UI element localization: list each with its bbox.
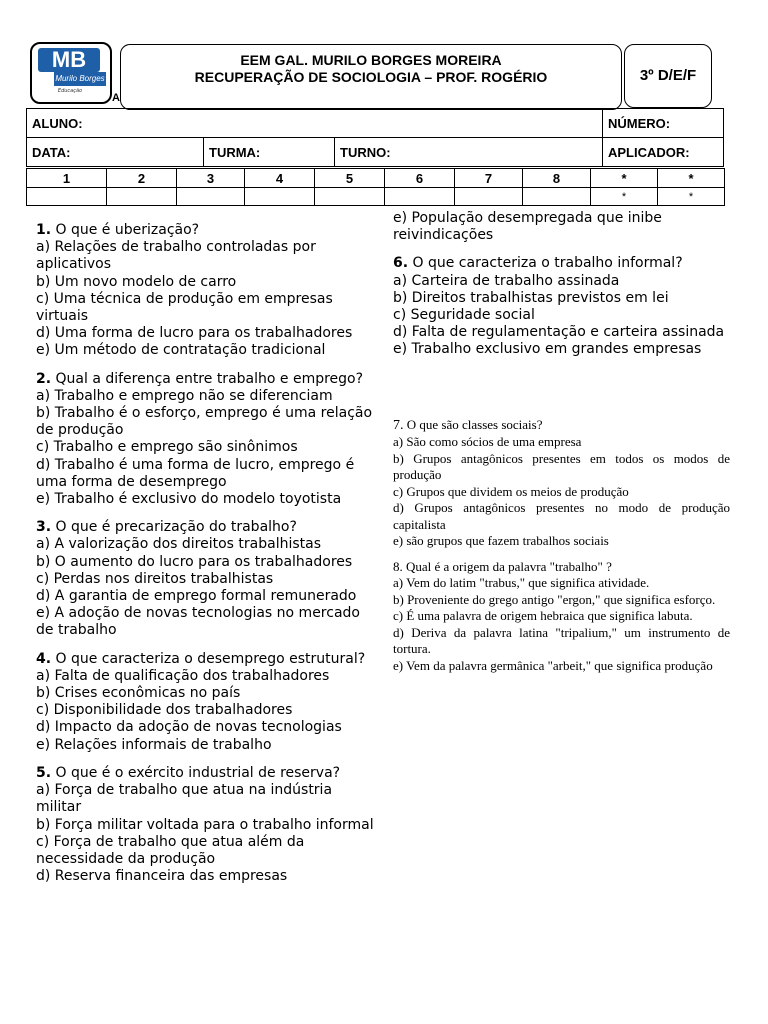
- turno-field[interactable]: TURNO:: [335, 138, 603, 167]
- grid-header-cell: *: [658, 169, 725, 188]
- grid-header-cell: 8: [523, 169, 591, 188]
- option-c: c) É uma palavra de origem hebraica que significa labuta.: [393, 608, 693, 624]
- question-number: 6.: [393, 255, 409, 272]
- aluno-field[interactable]: ALUNO:: [27, 109, 603, 138]
- option-b: b) Grupos antagônicos presentes em todos os modos de produção: [393, 450, 730, 483]
- question-7: [393, 417, 730, 550]
- grid-answer-cell[interactable]: *: [591, 188, 658, 206]
- grid-header-cell: 5: [315, 169, 385, 188]
- option-c: c) Grupos que dividem os meios de produção: [393, 483, 629, 499]
- grid-answer-cell[interactable]: *: [658, 188, 725, 206]
- option-e: e) Trabalho exclusivo em grandes empresas: [393, 341, 702, 358]
- option-b: b) O aumento do lucro para os trabalhadores: [36, 553, 353, 570]
- grid-header-cell: 7: [455, 169, 523, 188]
- question-6: [393, 255, 730, 358]
- question-number: 8.: [393, 558, 403, 574]
- option-c: c) Uma técnica de produção em empresas virtuais: [36, 290, 333, 325]
- grid-header-cell: 4: [245, 169, 315, 188]
- question-text: O que caracteriza o desemprego estrutural?: [51, 650, 366, 667]
- grid-answer-cell[interactable]: [315, 188, 385, 206]
- option-a: a) Vem do latim "trabus," que significa atividade.: [393, 575, 650, 591]
- option-b: b) Força militar voltada para o trabalho informal: [36, 816, 374, 833]
- aplicador-field[interactable]: APLICADOR:: [603, 138, 724, 167]
- option-e: e) Trabalho é exclusivo do modelo toyotista: [36, 491, 342, 508]
- option-a: a) Carteira de trabalho assinada: [393, 272, 620, 289]
- option-d: d) Grupos antagônicos presentes no modo de produção capitalista: [393, 500, 730, 532]
- question-2: [36, 371, 381, 509]
- question-4: [36, 651, 381, 754]
- data-field[interactable]: DATA:: [27, 138, 204, 167]
- question-text: Qual é a origem da palavra "trabalho" ?: [402, 558, 612, 574]
- option-a: a) São como sócios de uma empresa: [393, 434, 582, 450]
- option-c: c) Disponibilidade dos trabalhadores: [36, 702, 293, 719]
- question-number: 7.: [393, 417, 404, 433]
- numero-field[interactable]: NÚMERO:: [603, 109, 724, 138]
- option-e: e) são grupos que fazem trabalhos sociais: [393, 533, 609, 549]
- logo-initials: MB: [38, 48, 100, 72]
- question-number: 2.: [36, 370, 52, 387]
- option-a: a) Força de trabalho que atua na indústria militar: [36, 782, 333, 816]
- question-3: [36, 519, 381, 639]
- question-text: O que é o exército industrial de reserva?: [51, 764, 341, 781]
- grid-header-cell: 1: [27, 169, 107, 188]
- question-8: [393, 559, 730, 675]
- option-d: d) A garantia de emprego formal remunerado: [36, 588, 357, 605]
- option-c: c) Perdas nos direitos trabalhistas: [36, 570, 274, 587]
- option-d: d) Impacto da adoção de novas tecnologias: [36, 719, 342, 736]
- grid-answer-cell[interactable]: [385, 188, 455, 206]
- class-label: 3º D/E/F: [624, 44, 712, 108]
- option-a: a) Falta de qualificação dos trabalhadores: [36, 667, 330, 684]
- option-a: a) Relações de trabalho controladas por aplicativos: [36, 239, 316, 273]
- option-e: e) A adoção de novas tecnologias no mercado de trabalho: [36, 605, 360, 639]
- question-text: O que é precarização do trabalho?: [51, 519, 297, 536]
- option-e: e) População desempregada que inibe reivindicações: [393, 210, 662, 244]
- logo-name: Murilo Borges: [54, 72, 106, 86]
- option-d: d) Reserva financeira das empresas: [36, 868, 288, 885]
- option-b: b) Crises econômicas no país: [36, 685, 241, 702]
- grid-answer-cell[interactable]: [177, 188, 245, 206]
- option-b: b) Proveniente do grego antigo "ergon," que significa esforço.: [393, 591, 716, 607]
- question-text: O que são classes sociais?: [403, 416, 543, 432]
- question-number: 1.: [36, 222, 52, 238]
- option-d: d) Uma forma de lucro para os trabalhadores: [36, 325, 353, 342]
- grid-header-cell: *: [591, 169, 658, 188]
- option-e: e) Um método de contratação tradicional: [36, 342, 326, 359]
- question-5: [36, 765, 381, 885]
- question-text: Qual a diferença entre trabalho e emprego?: [51, 370, 364, 387]
- option-d: d) Trabalho é uma forma de lucro, emprego é uma forma de desemprego: [36, 456, 355, 490]
- logo-tagline: Educação: [57, 88, 83, 94]
- title-box: [120, 44, 622, 110]
- option-c: c) Seguridade social: [393, 307, 535, 324]
- grid-answer-cell[interactable]: [27, 188, 107, 206]
- option-c: c) Força de trabalho que atua além da necessidade da produção: [36, 833, 305, 867]
- option-b: b) Um novo modelo de carro: [36, 273, 237, 290]
- question-number: 4.: [36, 650, 52, 667]
- grid-answer-cell[interactable]: [107, 188, 177, 206]
- grid-answer-cell[interactable]: [245, 188, 315, 206]
- left-column: [36, 222, 381, 885]
- option-c: c) Trabalho e emprego são sinônimos: [36, 439, 298, 456]
- option-b: b) Direitos trabalhistas previstos em lei: [393, 289, 669, 306]
- right-column: [393, 210, 730, 674]
- grid-answer-cell[interactable]: [455, 188, 523, 206]
- answer-grid: [26, 168, 725, 206]
- question-text: O que é uberização?: [51, 222, 200, 238]
- grid-header-cell: 2: [107, 169, 177, 188]
- question-number: 5.: [36, 764, 52, 781]
- option-b: b) Trabalho é o esforço, emprego é uma relação de produção: [36, 405, 373, 439]
- question-1: [36, 222, 381, 360]
- option-a: a) A valorização dos direitos trabalhistas: [36, 536, 322, 553]
- question-5-continued: [393, 210, 730, 244]
- question-number: 3.: [36, 519, 52, 536]
- school-name: EEM GAL. MURILO BORGES MOREIRA: [240, 52, 502, 68]
- school-logo: [30, 42, 112, 104]
- option-d: d) Deriva da palavra latina "tripalium," um instrumento de tortura.: [393, 624, 730, 657]
- stray-letter: A: [112, 92, 120, 104]
- question-text: O que caracteriza o trabalho informal?: [408, 255, 683, 272]
- grid-header-cell: 3: [177, 169, 245, 188]
- exam-title: RECUPERAÇÃO DE SOCIOLOGIA – PROF. ROGÉRIO: [194, 69, 548, 85]
- turma-field[interactable]: TURMA:: [204, 138, 335, 167]
- option-e: e) Relações informais de trabalho: [36, 736, 272, 753]
- grid-answer-cell[interactable]: [523, 188, 591, 206]
- student-info-table: [26, 108, 724, 167]
- grid-header-cell: 6: [385, 169, 455, 188]
- option-a: a) Trabalho e emprego não se diferenciam: [36, 387, 333, 404]
- option-d: d) Falta de regulamentação e carteira assinada: [393, 324, 725, 341]
- option-e: e) Vem da palavra germânica "arbeit," que significa produção: [393, 657, 713, 673]
